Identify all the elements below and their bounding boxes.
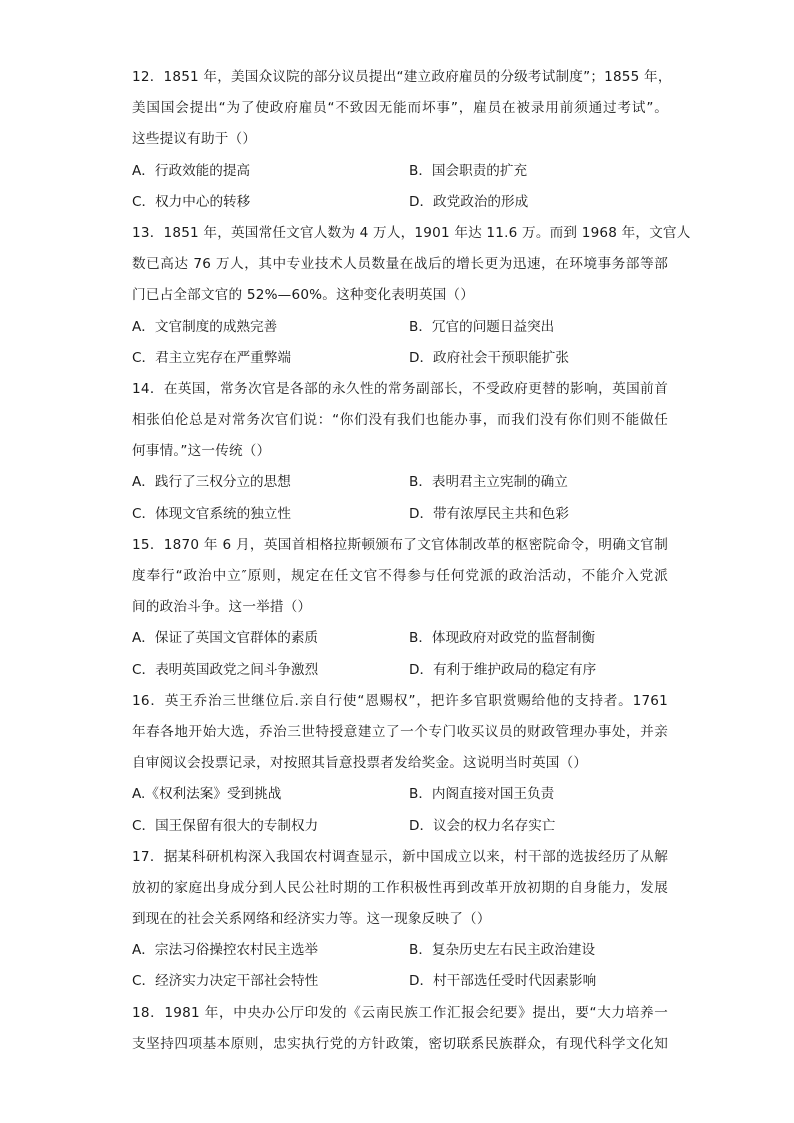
question-18-stem bbox=[132, 998, 668, 1060]
question-17-options-row-2 bbox=[132, 966, 668, 997]
option-d[interactable]: D．政府社会干预职能扩张 bbox=[409, 349, 569, 366]
question-text-line: 13．1851 年，英国常任文官人数为 4 万人，1901 年达 11.6 万。而到 1968 年，文官人 bbox=[132, 224, 691, 241]
option-b[interactable]: B．国会职责的扩充 bbox=[409, 162, 528, 179]
question-text-line: 到现在的社会关系网络和经济实力等。这一现象反映了（） bbox=[132, 911, 491, 928]
option-d[interactable]: D．有利于维护政局的稳定有序 bbox=[409, 661, 597, 678]
question-text-line: 度奉行“政治中立″原则，规定在任文官不得参与任何党派的政治活动，不能介入党派 bbox=[132, 568, 668, 584]
question-text-line: 15．1870 年 6 月，英国首相格拉斯顿颁布了文官体制改革的枢密院命令，明确文官制 bbox=[132, 536, 668, 553]
option-d[interactable]: D．议会的权力名存实亡 bbox=[409, 817, 556, 834]
option-c[interactable]: C．君主立宪存在严重弊端 bbox=[132, 349, 292, 366]
question-13-options-row-2 bbox=[132, 343, 668, 374]
question-text-line: 18．1981 年，中央办公厅印发的《云南民族工作汇报会纪要》提出，要“大力培养一 bbox=[132, 1004, 668, 1021]
question-text-line: 12．1851 年，美国众议院的部分议员提出“建立政府雇员的分级考试制度”；1855 年， bbox=[132, 69, 672, 85]
question-text-line: 年春各地开始大选，乔治三世特授意建立了一个专门收买议员的财政管理办事处，并亲 bbox=[132, 723, 668, 740]
option-a[interactable]: A．保证了英国文官群体的素质 bbox=[132, 630, 319, 647]
question-text-line: 支坚持四项基本原则，忠实执行党的方针政策，密切联系民族群众，有现代科学文化知 bbox=[132, 1035, 668, 1052]
question-text-line: 何事情。”这一传统（） bbox=[132, 443, 271, 460]
option-d[interactable]: D．村干部选任受时代因素影响 bbox=[409, 973, 597, 990]
question-text-line: 17．据某科研机构深入我国农村调查显示，新中国成立以来，村干部的选拔经历了从解 bbox=[132, 848, 668, 865]
question-text-line: 数已高达 76 万人，其中专业技术人员数量在战后的增长更为迅速，在环境事务部等部 bbox=[132, 256, 668, 273]
option-c[interactable]: C．经济实力决定干部社会特性 bbox=[132, 973, 319, 990]
option-d[interactable]: D．带有浓厚民主共和色彩 bbox=[409, 505, 569, 522]
question-14-stem bbox=[132, 374, 668, 468]
option-c[interactable]: C．权力中心的转移 bbox=[132, 193, 251, 210]
question-17-options-row-1 bbox=[132, 935, 668, 966]
question-12-options-row-2 bbox=[132, 187, 668, 218]
option-c[interactable]: C．体现文官系统的独立性 bbox=[132, 505, 292, 522]
question-14-options-row-1 bbox=[132, 467, 668, 498]
question-15-stem bbox=[132, 530, 668, 624]
option-b[interactable]: B．冗官的问题日益突出 bbox=[409, 318, 555, 335]
question-13-stem bbox=[132, 218, 691, 312]
question-15-options-row-2 bbox=[132, 655, 668, 686]
question-16-options-row-2 bbox=[132, 811, 668, 842]
option-b[interactable]: B．体现政府对政党的监督制衡 bbox=[409, 630, 596, 647]
question-text-line: 相张伯伦总是对常务次官们说：“你们没有我们也能办事，而我们没有你们则不能做任 bbox=[132, 412, 668, 429]
option-b[interactable]: B．表明君主立宪制的确立 bbox=[409, 474, 568, 491]
question-text-line: 放初的家庭出身成分到人民公社时期的工作积极性再到改革开放初期的自身能力，发展 bbox=[132, 879, 668, 896]
question-15-options-row-1 bbox=[132, 623, 668, 654]
question-16-stem bbox=[132, 686, 668, 780]
question-text-line: 14．在英国，常务次官是各部的永久性的常务副部长，不受政府更替的影响，英国前首 bbox=[132, 380, 668, 397]
question-text-line: 16．英王乔治三世继位后.亲自行使“恩赐权”，把许多官职赏赐给他的支持者。1761 bbox=[132, 692, 668, 709]
option-d[interactable]: D．政党政治的形成 bbox=[409, 193, 529, 210]
question-list bbox=[132, 62, 691, 1060]
question-text-line: 间的政治斗争。这一举措（） bbox=[132, 599, 312, 616]
question-text-line: 这些提议有助于（） bbox=[132, 131, 257, 148]
option-a[interactable]: A．宗法习俗操控农村民主选举 bbox=[132, 942, 319, 959]
question-12-stem bbox=[132, 62, 672, 156]
question-12-options-row-1 bbox=[132, 156, 668, 187]
option-a[interactable]: A．文官制度的成熟完善 bbox=[132, 318, 278, 335]
question-14-options-row-2 bbox=[132, 499, 668, 530]
question-text-line: 门已占全部文官的 52%—60%。这种变化表明英国（） bbox=[132, 287, 475, 304]
option-b[interactable]: B．内阁直接对国王负责 bbox=[409, 786, 555, 803]
option-b[interactable]: B．复杂历史左右民主政治建设 bbox=[409, 942, 596, 959]
option-c[interactable]: C．国王保留有很大的专制权力 bbox=[132, 817, 319, 834]
question-text-line: 自审阅议会投票记录，对按照其旨意投票者发给奖金。这说明当时英国（） bbox=[132, 755, 588, 772]
question-16-options-row-1 bbox=[132, 779, 668, 810]
option-a[interactable]: A.《权利法案》受到挑战 bbox=[132, 786, 282, 803]
question-13-options-row-1 bbox=[132, 312, 668, 343]
option-a[interactable]: A．行政效能的提高 bbox=[132, 162, 251, 179]
option-a[interactable]: A．践行了三权分立的思想 bbox=[132, 474, 291, 491]
option-c[interactable]: C．表明英国政党之间斗争激烈 bbox=[132, 661, 319, 678]
question-text-line: 美国国会提出“为了使政府雇员“不致因无能而坏事”，雇员在被录用前须通过考试”。 bbox=[132, 100, 668, 117]
question-17-stem bbox=[132, 842, 668, 936]
